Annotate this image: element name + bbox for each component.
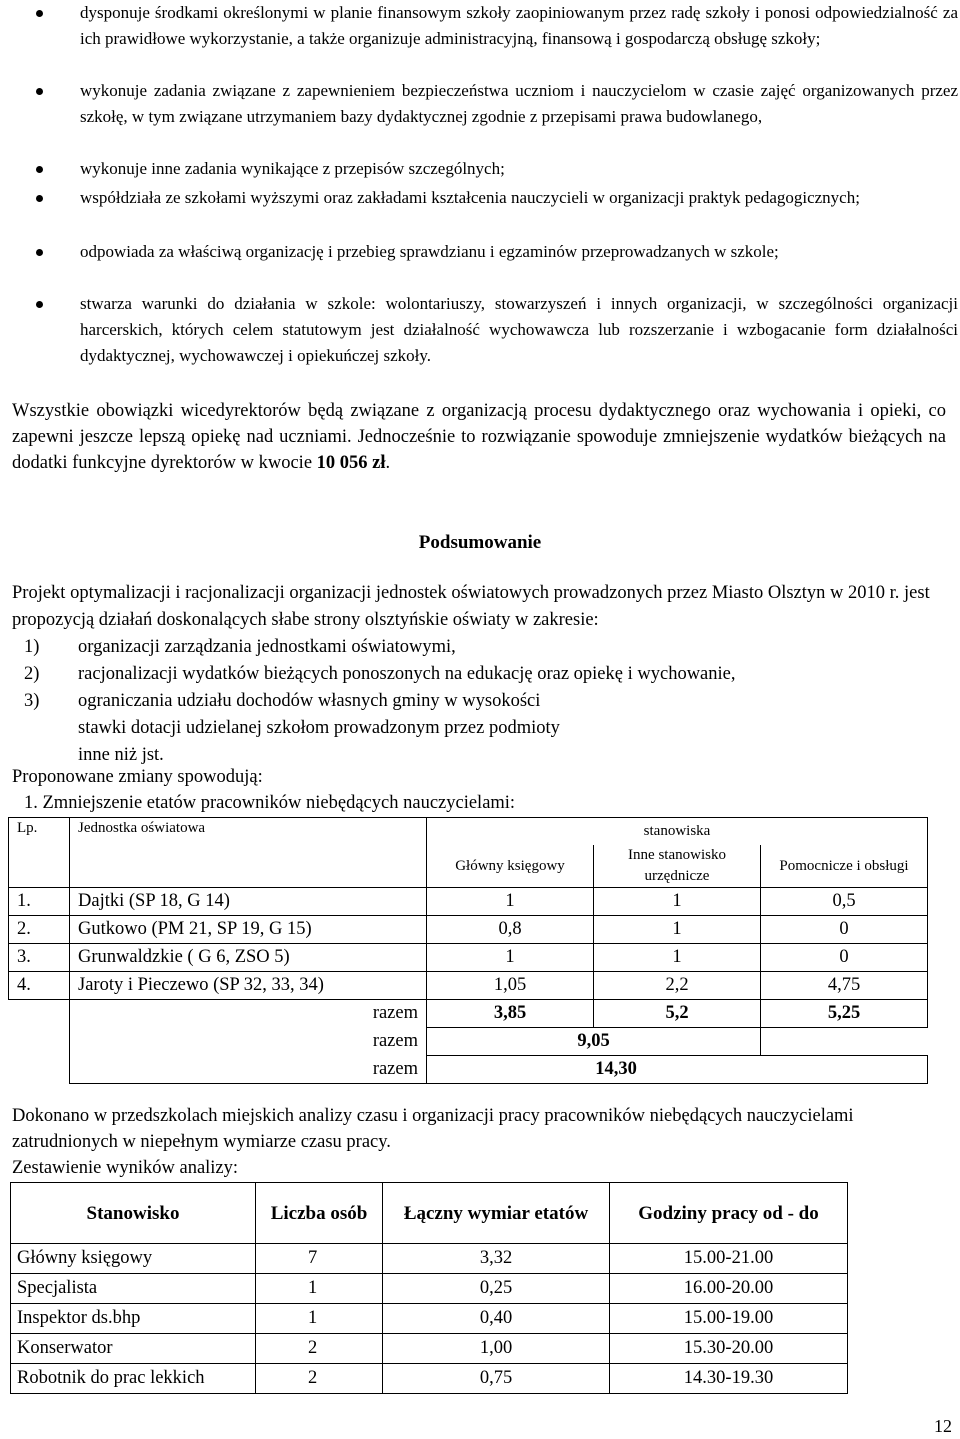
table-row [11,1304,848,1334]
changes-item: 1. Zmniejszenie etatów pracowników niebędących nauczycielami: [24,793,516,813]
list-item [12,156,958,185]
header-cell: Godziny pracy od - do [610,1183,848,1244]
vice-directors-paragraph [12,398,946,476]
header-lp: Lp. [9,818,70,888]
blank-cell [9,1000,70,1028]
bullet-icon [36,166,43,173]
sum-b: 5,2 [594,1000,761,1028]
list-item-text: współdziała ze szkołami wyższymi oraz zakładami kształcenia nauczycieli w organizacji praktyk pedagogicznych; [80,188,860,207]
cell-fte: 1,00 [383,1334,610,1364]
cell-position: Inspektor ds.bhp [11,1304,256,1334]
savings-amount: 10 056 zł [316,453,386,473]
cell-b: 1 [594,944,761,972]
cell-a: 0,8 [427,916,594,944]
staff-reduction-table [8,817,928,1084]
table-row [11,1274,848,1304]
cell-unit: Grunwaldzkie ( G 6, ZSO 5) [70,944,427,972]
header-col2: Inne stanowisko urzędnicze [594,845,761,888]
cell-position: Konserwator [11,1334,256,1364]
cell-c: 4,75 [761,972,928,1000]
list-item-text: odpowiada za właściwą organizację i przebieg sprawdzianu i egzaminów przeprowadzanych w szkole; [80,242,779,261]
table-row [11,1334,848,1364]
bullet-icon [36,301,43,308]
duties-list [12,0,958,395]
list-item [12,0,958,78]
cell-b: 1 [594,888,761,916]
list-item [12,291,958,395]
cell-b: 2,2 [594,972,761,1000]
cell-a: 1 [427,944,594,972]
cell-fte: 0,75 [383,1364,610,1394]
cell-hours: 15.00-19.00 [610,1304,848,1334]
list-item [12,661,948,688]
cell-hours: 16.00-20.00 [610,1274,848,1304]
cell-count: 2 [256,1334,383,1364]
header-cell: Łączny wymiar etatów [383,1183,610,1244]
table-row [9,916,928,944]
cell-fte: 0,40 [383,1304,610,1334]
cell-lp: 3. [9,944,70,972]
list-item-text: racjonalizacji wydatków bieżących ponoszonych na edukację oraz opiekę i wychowanie, [78,664,736,684]
cell-position: Specjalista [11,1274,256,1304]
cell-b: 1 [594,916,761,944]
cell-position: Główny księgowy [11,1244,256,1274]
sum-row [9,1000,928,1028]
list-number: 2) [24,664,40,684]
sum-label: razem [70,1000,427,1028]
list-item-text: wykonuje inne zadania wynikające z przepisów szczególnych; [80,159,505,178]
paragraph-text: Wszystkie obowiązki wicedyrektorów będą związane z organizacją procesu dydaktycznego oraz wychowania i opieki, co zapewni jeszcze lepszą opiekę nad uczniami. Jednocześnie to rozwiązanie spowoduje zmniejszenie wydatków bieżących na dodatki funkcyjne dyrektorów w kwocie [12,401,946,473]
blank-cell [761,1028,928,1056]
sum-a: 3,85 [427,1000,594,1028]
header-group: stanowiska [427,818,928,846]
page-number: 12 [934,1416,952,1436]
cell-c: 0,5 [761,888,928,916]
changes-intro [12,764,942,816]
cell-lp: 2. [9,916,70,944]
list-item [12,239,958,291]
list-item-text: organizacji zarządzania jednostkami oświatowymi, [78,637,456,657]
bullet-icon [36,249,43,256]
table-header-row [9,818,928,846]
sum-label: razem [70,1056,427,1084]
list-item [12,688,948,769]
cell-c: 0 [761,944,928,972]
cell-count: 1 [256,1274,383,1304]
list-item-text: stwarza warunki do działania w szkole: wolontariuszy, stowarzyszeń i innych organizacji, w szczególności organizacji harcerskich, których celem statutowym jest działalność wychowawcza lub rozszerzanie i wzbogacanie form działalności dydaktycznej, wychowawczej i opiekuńczej szkoły. [80,294,958,365]
list-item [12,185,958,239]
table-header-row [11,1183,848,1244]
cell-a: 1 [427,888,594,916]
summary-section [12,580,948,769]
bullet-icon [36,10,43,17]
cell-fte: 3,32 [383,1244,610,1274]
blank-cell [9,1056,70,1084]
cell-count: 2 [256,1364,383,1394]
bullet-icon [36,195,43,202]
cell-unit: Jaroty i Pieczewo (SP 32, 33, 34) [70,972,427,1000]
list-number: 3) [24,691,40,711]
summary-intro: Projekt optymalizacji i racjonalizacji organizacji jednostek oświatowych prowadzonych przez Miasto Olsztyn w 2010 r. jest propozycją działań doskonalących słabe strony olsztyńskie oświaty w zakresie: [12,583,930,630]
cell-position: Robotnik do prac lekkich [11,1364,256,1394]
cell-hours: 14.30-19.30 [610,1364,848,1394]
table-row [9,972,928,1000]
cell-count: 1 [256,1304,383,1334]
sum-total-all: 14,30 [427,1056,928,1084]
sum-label: razem [70,1028,427,1056]
sum-total-ab: 9,05 [427,1028,761,1056]
list-number: 1) [24,637,40,657]
blank-cell [9,1028,70,1056]
table-row [11,1244,848,1274]
list-item-text: dysponuje środkami określonymi w planie finansowym szkoły zaopiniowanym przez radę szkoły i ponosi odpowiedzialność za ich prawidłowe wykorzystanie, a także organizuje administracyjną, finansową i gospodarczą obsługę szkoły; [80,3,958,48]
header-cell: Liczba osób [256,1183,383,1244]
cell-unit: Dajtki (SP 18, G 14) [70,888,427,916]
analysis-section [12,1103,942,1181]
list-item-text: wykonuje zadania związane z zapewnieniem bezpieczeństwa uczniom i nauczycielom w czasie zajęć organizowanych przez szkołę, w tym związane utrzymaniem bazy dydaktycznej zgodnie z przepisami prawa budowlanego, [80,81,958,126]
sum-row [9,1056,928,1084]
table-row [9,944,928,972]
cell-lp: 4. [9,972,70,1000]
analysis-title: Zestawienie wyników analizy: [12,1158,239,1178]
header-unit: Jednostka oświatowa [70,818,427,888]
bullet-icon [36,88,43,95]
section-heading: Podsumowanie [418,532,542,553]
list-item-text: ograniczania udziału dochodów własnych gminy w wysokości stawki dotacji udzielanej szkołom prowadzonym przez podmioty inne niż jst. [78,691,560,765]
list-item [12,78,958,156]
cell-count: 7 [256,1244,383,1274]
analysis-text: Dokonano w przedszkolach miejskich analizy czasu i organizacji pracy pracowników niebędących nauczycielami zatrudnionych w niepełnym wymiarze czasu pracy. [12,1106,854,1152]
table-row [11,1364,848,1394]
cell-hours: 15.00-21.00 [610,1244,848,1274]
cell-a: 1,05 [427,972,594,1000]
changes-title: Proponowane zmiany spowodują: [12,767,263,787]
analysis-table [10,1182,848,1394]
header-cell: Stanowisko [11,1183,256,1244]
paragraph-end: . [385,453,391,473]
table-row [9,888,928,916]
cell-fte: 0,25 [383,1274,610,1304]
cell-unit: Gutkowo (PM 21, SP 19, G 15) [70,916,427,944]
header-col1: Główny księgowy [427,845,594,888]
sum-row [9,1028,928,1056]
cell-hours: 15.30-20.00 [610,1334,848,1364]
sum-c: 5,25 [761,1000,928,1028]
cell-c: 0 [761,916,928,944]
header-col3: Pomocnicze i obsługi [761,845,928,888]
list-item [12,634,948,661]
cell-lp: 1. [9,888,70,916]
